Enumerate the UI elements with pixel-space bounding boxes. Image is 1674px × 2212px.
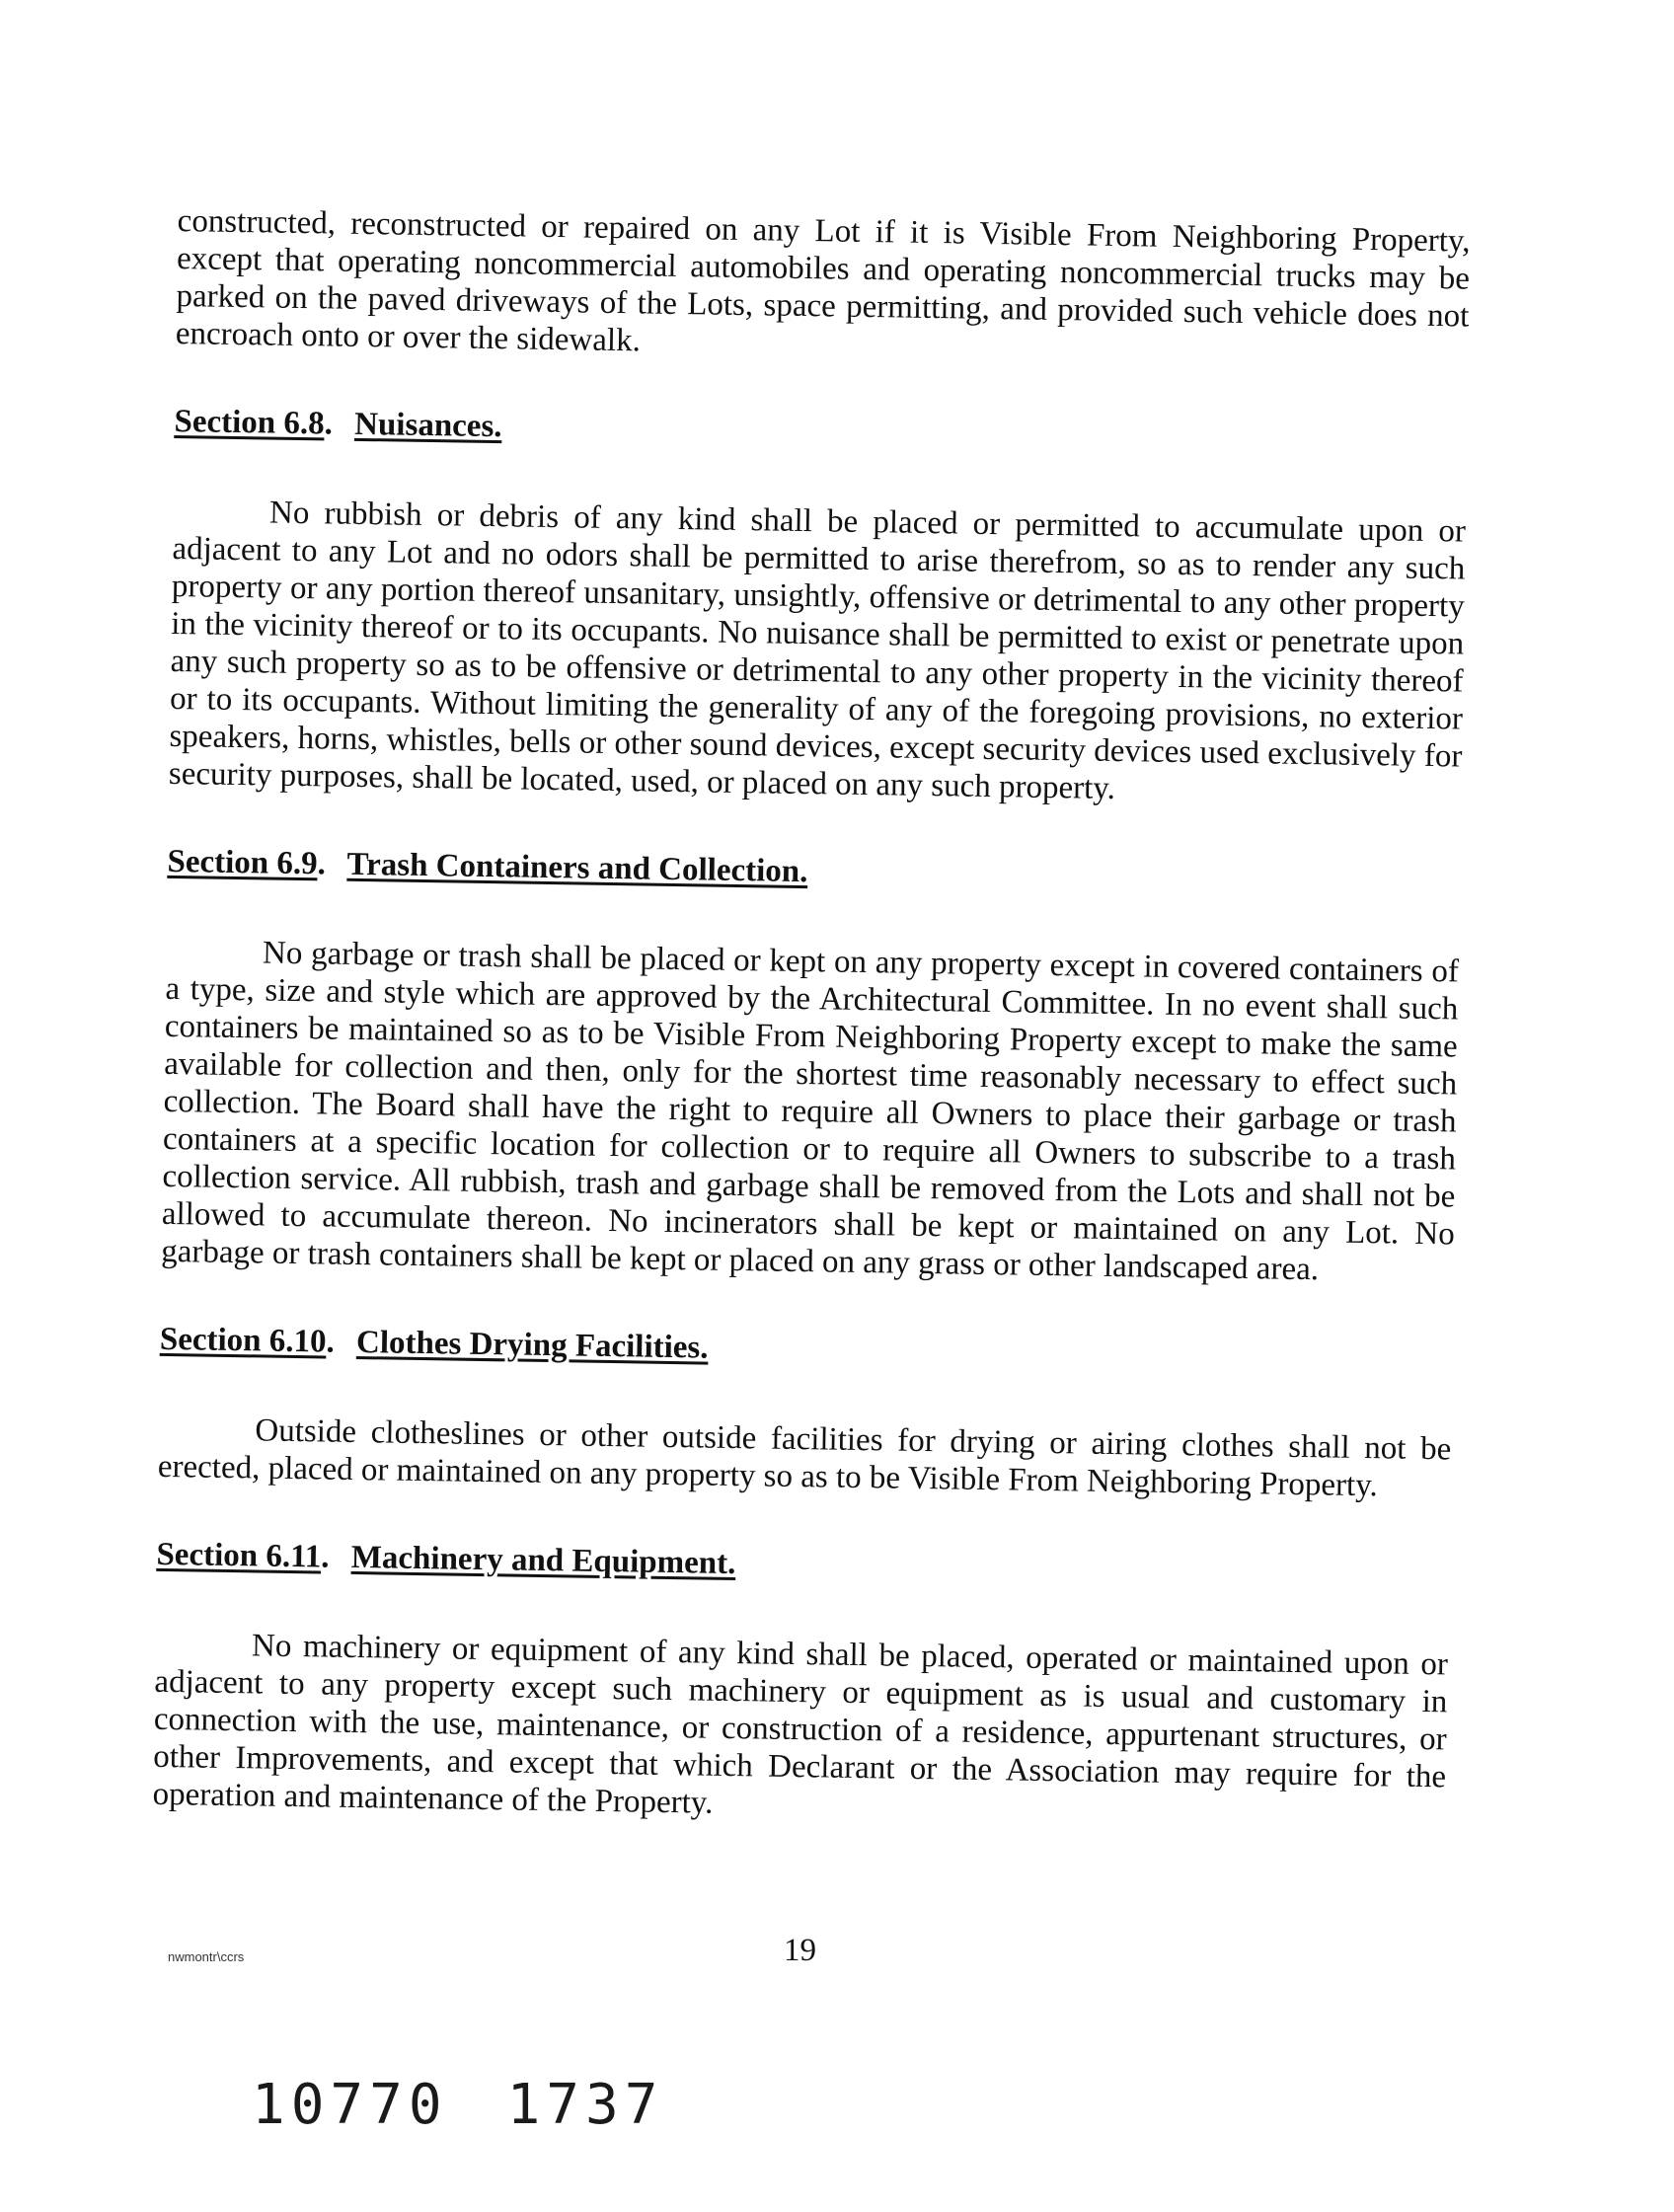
section-heading-6-8: Section 6.8. Nuisances. <box>174 403 502 445</box>
section-body-6-8: No rubbish or debris of any kind shall be placed or permitted to accumulate upon or adjacent to any Lot and no odors shall be permitted to arise therefrom, so as to render any such property or any portion thereof unsanitary, unsightly, offensive or detrimental to any other property in the vicinity thereof or to its occupants. No nuisance shall be permitted to exist or penetrate upon any such property so as to be offensive or detrimental to any other property in the vicinity thereof or to its occupants. Without limiting the generality of any of the foregoing provisions, no exterior speakers, horns, whistles, bells or other sound devices, except security devices used exclusively for security purposes, shall be located, used, or placed on any such property. <box>168 495 1467 806</box>
section-title: Trash Containers and Collection. <box>346 846 808 890</box>
section-number: Section 6.8 <box>174 403 325 442</box>
section-number: Section 6.10 <box>159 1321 327 1360</box>
stamp-page-number: 1737 <box>506 2073 664 2137</box>
page-number: 19 <box>784 1933 816 1968</box>
section-number: Section 6.9 <box>167 843 318 882</box>
section-body-6-11: No machinery or equipment of any kind shall be placed, operated or maintained upon or adjacent to any property except such machinery or equipment as is usual and customary in connection with the use, maintenance, or construction of a residence, appurtenant structures, or other Improvements, and except that which Declarant or the Association may require for the operation and maintenance of the Property. <box>152 1628 1449 1821</box>
section-title: Nuisances. <box>353 406 502 445</box>
recording-stamp <box>252 2073 663 2137</box>
section-heading-6-10: Section 6.10. Clothes Drying Facilities. <box>159 1321 709 1366</box>
section-title: Machinery and Equipment. <box>350 1539 736 1582</box>
section-heading-6-9: Section 6.9. Trash Containers and Collection. <box>167 843 808 890</box>
section-body-6-10: Outside clotheslines or other outside facilities for drying or airing clothes shall not be erected, placed or maintained on any property so as to be Visible From Neighboring Property. <box>157 1412 1452 1504</box>
section-heading-6-11: Section 6.11. Machinery and Equipment. <box>156 1536 736 1582</box>
stamp-book-number: 10770 <box>252 2073 448 2137</box>
intro-paragraph: constructed, reconstructed or repaired on any Lot if it is Visible From Neighboring Property, except that operating noncommercial automobiles and operating noncommercial trucks may be parked on the paved driveways of the Lots, space permitting, and provided such vehicle does not encroach onto or over the sidewalk. <box>175 202 1471 359</box>
footer-file-reference: nwmontr\ccrs <box>168 1949 245 1964</box>
section-title: Clothes Drying Facilities. <box>355 1324 709 1366</box>
section-number: Section 6.11 <box>156 1536 322 1575</box>
document-body <box>152 202 1470 1833</box>
section-body-6-9: No garbage or trash shall be placed or kept on any property except in covered containers of a type, size and style which are approved by the Architectural Committee. In no event shall such containers be maintained so as to be Visible From Neighboring Property except to make the same available for collection and then, only for the shortest time reasonably necessary to effect such collection. The Board shall have the right to require all Owners to place their garbage or trash containers at a specific location for collection or to require all Owners to subscribe to a trash collection service. All rubbish, trash and garbage shall be removed from the Lots and shall not be allowed to accumulate thereon. No incinerators shall be kept or maintained on any Lot. No garbage or trash containers shall be kept or placed on any grass or other landscaped area. <box>161 935 1460 1288</box>
